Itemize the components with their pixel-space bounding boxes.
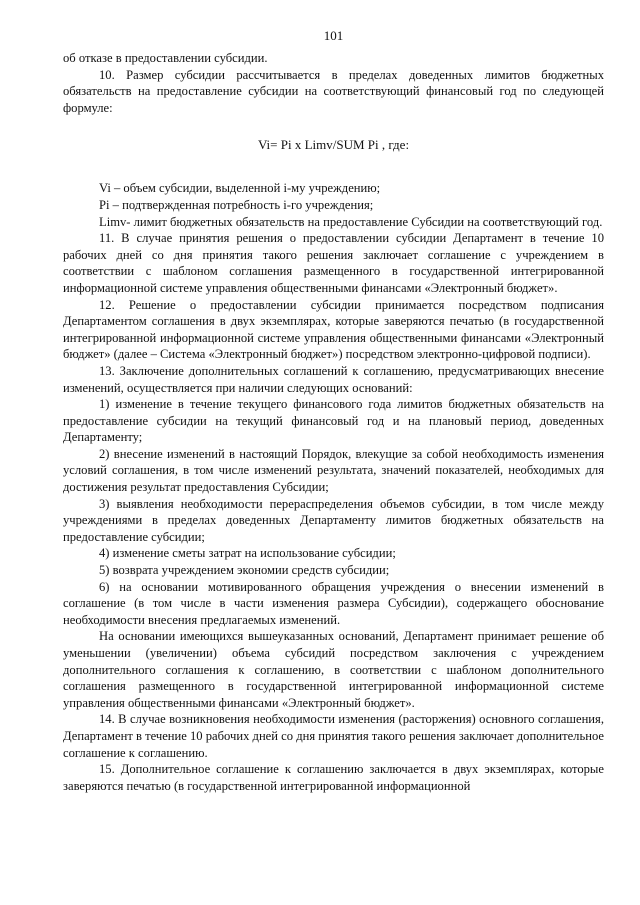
paragraph-13-item-5: 5) возврата учреждением экономии средств субсидии; <box>99 563 390 578</box>
paragraph-14: 14. В случае возникновения необходимости изменения (расторжения) основного соглашения, Департамент в течение 10 рабочих дней со дня принятия такого решения заключает дополнительное соглашение к соглашению. <box>63 712 604 760</box>
definition-pi: Pi – подтвержденная потребность i-го учреждения; <box>99 197 374 212</box>
paragraph-13-item-3: 3) выявления необходимости перераспределения объемов субсидии, в том числе между учреждениями в пределах доведенных Департаменту лимитов бюджетных обязательств на предоставление субсидии; <box>63 496 604 544</box>
paragraph-13-item-6: 6) на основании мотивированного обращения учреждения о внесении изменений в соглашение (в том числе в части изменения размера Субсидии), содержащего обоснование необходимости внесения предлагаемых изменений. <box>63 579 604 627</box>
page-number: 101 <box>323 28 344 43</box>
definition-limv: Limv- лимит бюджетных обязательств на предоставление Субсидии на соответствующий год. <box>99 214 603 229</box>
formula: Vi= Pi x Limv/SUM Pi , где: <box>257 137 410 153</box>
definition-vi: Vi – объем субсидии, выделенной i-му учреждению; <box>99 181 381 196</box>
paragraph-13-item-1: 1) изменение в течение текущего финансового года лимитов бюджетных обязательств на предоставление субсидии на текущий финансовый год и на плановый период, доведенных Департаменту; <box>63 397 604 445</box>
paragraph-13-item-2: 2) внесение изменений в настоящий Порядок, влекущие за собой необходимость изменения условий соглашения, в том числе изменений результата, значений показателей, необходимых для достижения результат предоставления Субсидии; <box>63 446 604 495</box>
paragraph-13-item-4: 4) изменение сметы затрат на использование субсидии; <box>99 546 396 561</box>
paragraph-10: 10. Размер субсидии рассчитывается в пределах доведенных лимитов бюджетных обязательств на предоставление субсидии на соответствующий финансовый год по следующей формуле: <box>63 67 604 115</box>
paragraph-13-decision: На основании имеющихся вышеуказанных оснований, Департамент принимает решение об уменьшении (увеличении) объема субсидий посредством заключения с учреждением дополнительного соглашения к соглашению, в соответствии с шаблоном дополнительного соглашения размещенного в государственной интегрированной информационной системе управления общественными финансами «Электронный бюджет». <box>63 629 604 710</box>
paragraph-12: 12. Решение о предоставлении субсидии принимается посредством подписания Департаментом соглашения в двух экземплярах, которые заверяются печатью (в государственной интегрированной информационной системе управления общественными финансами «Электронный бюджет» (далее – Система «Электронный бюджет») посредством электронно-цифровой подписи). <box>63 297 604 362</box>
paragraph-15: 15. Дополнительное соглашение к соглашению заключается в двух экземплярах, которые заверяются печатью (в государственной интегрированной информационной <box>63 762 604 793</box>
paragraph-13: 13. Заключение дополнительных соглашений к соглашению, предусматривающих внесение изменений, осуществляется при наличии следующих оснований: <box>63 363 604 395</box>
paragraph-11: 11. В случае принятия решения о предоставлении субсидии Департамент в течение 10 рабочих дней со дня принятия такого решения заключает соглашение с учреждением в соответствии с шаблоном соглашения размещенного в государственной интегрированной информационной системе управления общественными финансами «Электронный бюджет». <box>63 231 604 295</box>
paragraph-intro: об отказе в предоставлении субсидии. <box>63 51 268 65</box>
